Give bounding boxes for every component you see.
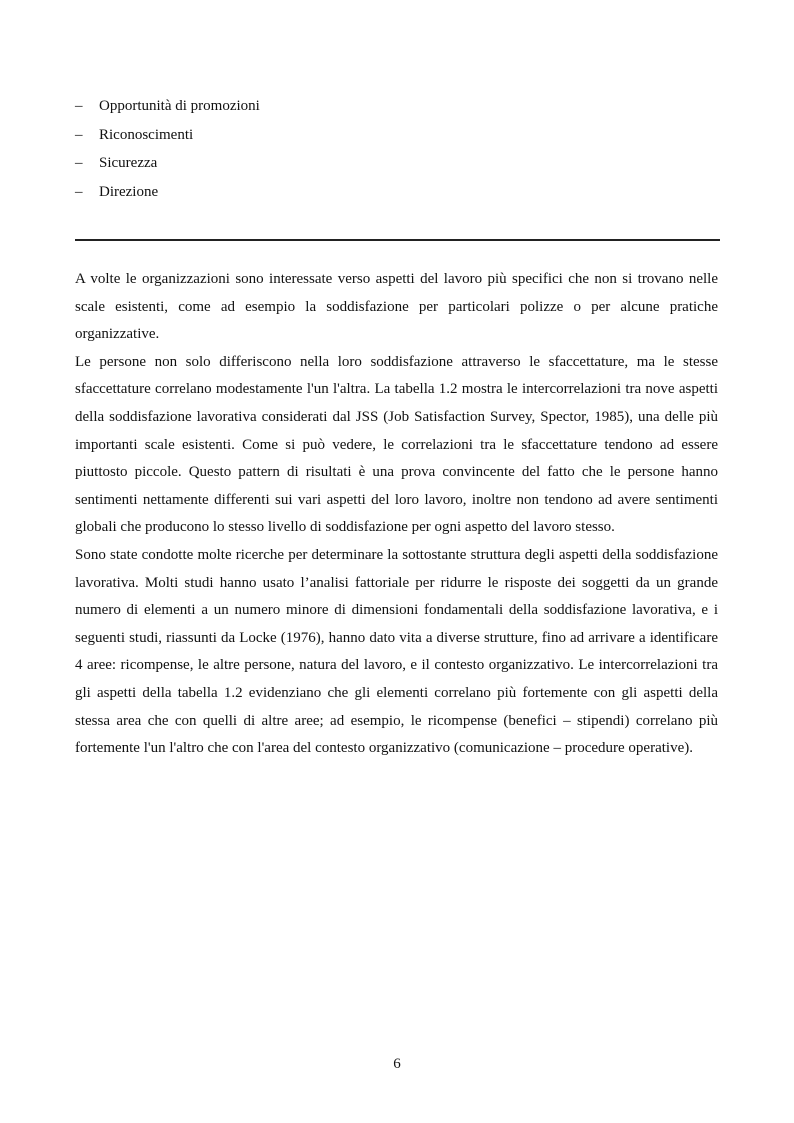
- list-item: [75, 123, 260, 152]
- list-item: [75, 151, 260, 180]
- list-item-text: Opportunità di promozioni: [99, 98, 260, 114]
- bullet-dash: –: [75, 126, 83, 143]
- list-item-text: Riconoscimenti: [99, 126, 194, 143]
- bullet-list: [75, 94, 260, 208]
- page-number: 6: [393, 1056, 401, 1072]
- bullet-dash: –: [75, 155, 83, 172]
- list-item-text: Sicurezza: [99, 155, 158, 172]
- paragraph: Sono state condotte molte ricerche per determinare la sottostante struttura degli aspetti della soddisfazione lavorativa. Molti studi hanno usato l’analisi fattoriale per ridurre le risposte dei soggetti da un grande numero di elementi a un numero minore di dimensioni fondamentali della soddisfazione lavorativa, e i seguenti studi, riassunti da Locke (1976), hanno dato vita a diverse strutture, fino ad arrivare a identificare 4 aree: ricompense, le altre persone, natura del lavoro, e il contesto organizzativo. Le intercorrelazioni tra gli aspetti della tabella 1.2 evidenziano che gli elementi correlano più fortemente con gli aspetti della stessa area che con quelli di altre aree; ad esempio, le ricompense (benefici – stipendi) correlano più fortemente l'un l'altro che con l'area del contesto organizzativo (comunicazione – procedure operative).: [75, 546, 718, 757]
- list-item: [75, 180, 260, 209]
- bullet-dash: –: [75, 98, 83, 114]
- paragraph: A volte le organizzazioni sono interessate verso aspetti del lavoro più specifici che non si trovano nelle scale esistenti, come ad esempio la soddisfazione per particolari polizze o per alcune pratiche organizzative.: [75, 271, 718, 343]
- paragraph: Le persone non solo differiscono nella loro soddisfazione attraverso le sfaccettature, ma le stesse sfaccettature correlano modestamente l'un l'altra. La tabella 1.2 mostra le intercorrelazioni tra nove aspetti della soddisfazione lavorativa considerati dal JSS (Job Satisfaction Survey, Spector, 1985), una delle più importanti scale esistenti. Come si può vedere, le correlazioni tra le sfaccettature tendono ad essere piuttosto piccole. Questo pattern di risultati è una prova convincente del fatto che le persone hanno sentimenti nettamente differenti sui vari aspetti del loro lavoro, inoltre non tendono ad avere sentimenti globali che producono lo stesso livello di soddisfazione per ogni aspetto del lavoro stesso.: [75, 353, 718, 536]
- body-text: [75, 266, 718, 763]
- list-item-text: Direzione: [99, 183, 159, 200]
- list-item: [75, 94, 260, 123]
- bullet-dash: –: [75, 183, 83, 200]
- horizontal-divider: [75, 239, 720, 241]
